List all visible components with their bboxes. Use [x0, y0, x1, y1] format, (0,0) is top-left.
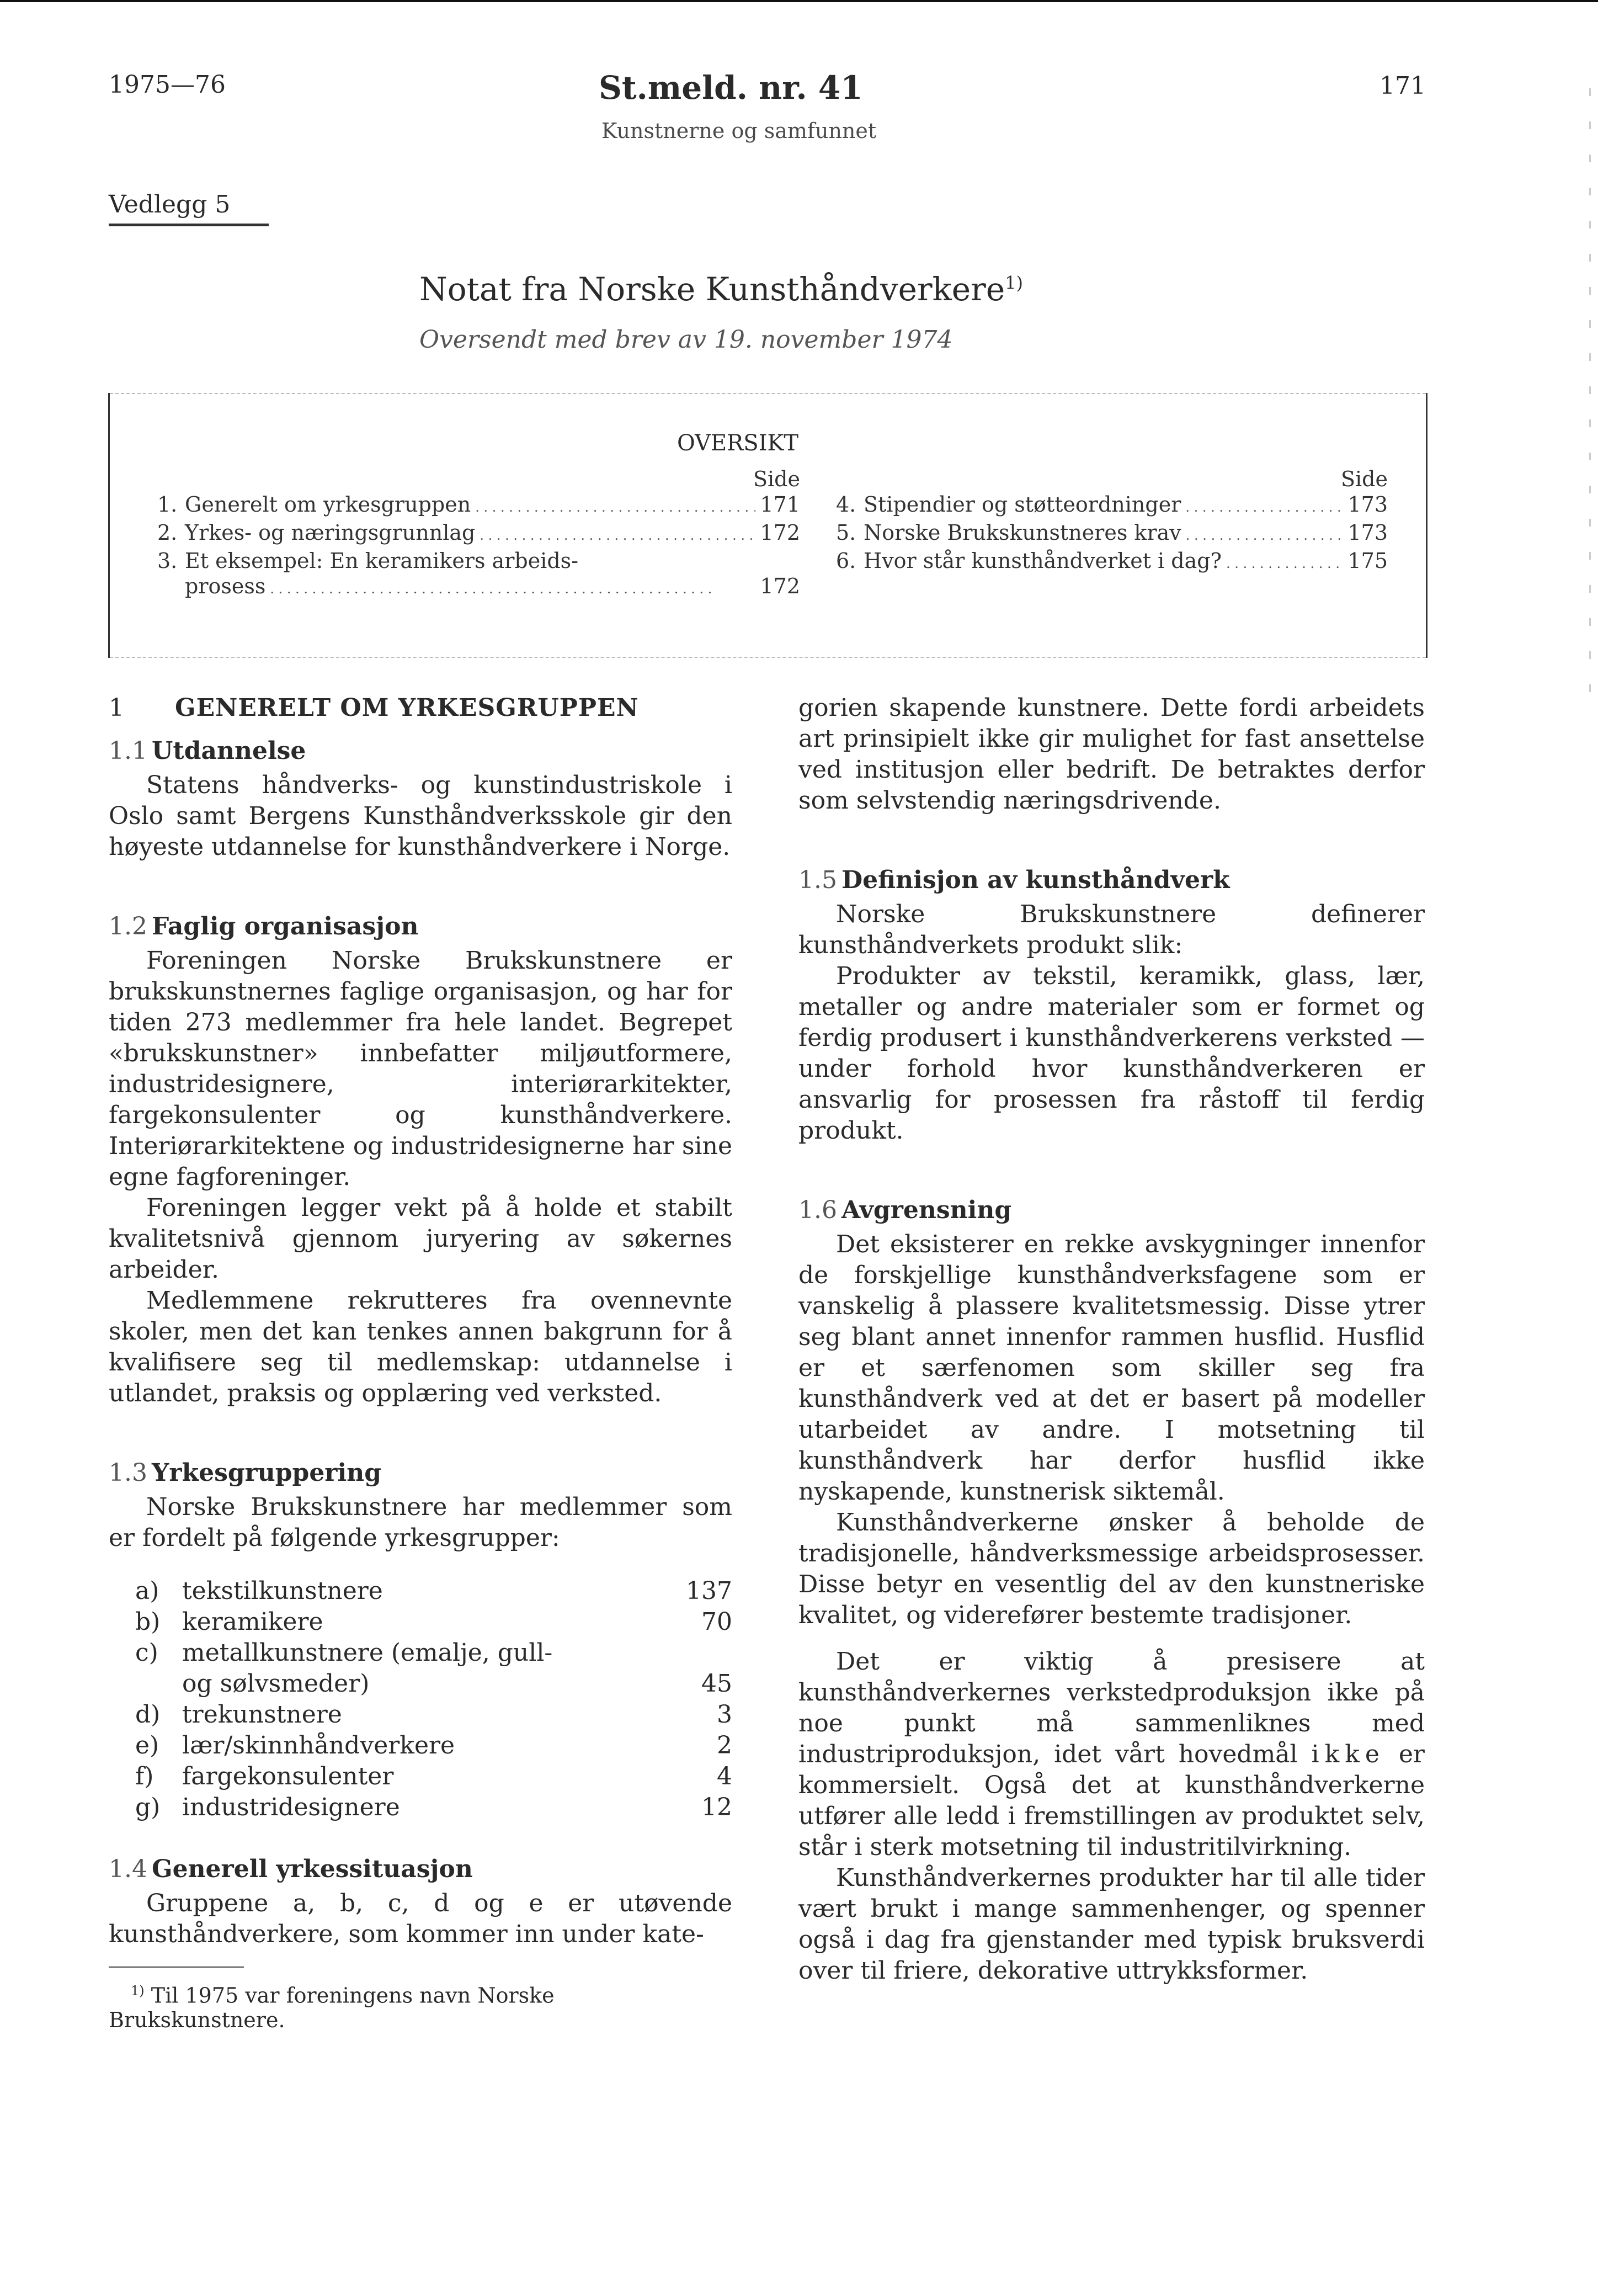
- group-count: 45: [701, 1670, 732, 1698]
- toc-entry-number: 6.: [836, 549, 856, 573]
- document-title: [419, 270, 1023, 308]
- group-count: 2: [717, 1731, 732, 1760]
- paragraph: Norske Brukskunstnere har medlemmer som er fordelt på følgende yrkesgrupper:: [109, 1493, 732, 1552]
- group-count: 12: [701, 1793, 732, 1821]
- toc-entry-page: 172: [760, 574, 800, 598]
- document-sent-note: Oversendt med brev av 19. november 1974: [419, 326, 953, 354]
- toc-leader-dots: [1186, 520, 1344, 548]
- group-count: 70: [701, 1608, 732, 1636]
- subsection-title: Faglig organisasjon: [152, 912, 419, 940]
- subsection-number: 1.4: [109, 1855, 147, 1883]
- toc-entry: [157, 492, 800, 520]
- occupation-group-list: [109, 1576, 732, 1823]
- subsection-title: Utdannelse: [152, 737, 306, 765]
- subsection-title: Yrkesgruppering: [152, 1459, 381, 1487]
- paragraph: Statens håndverks- og kunstindustriskole i Oslo samt Bergens Kunsthåndverksskole gir den høyeste utdannelse for kunsthåndverkere i Norge.: [109, 771, 732, 861]
- paragraph: Norske Brukskunstnere definerer kunsthåndverkets produkt slik:: [798, 900, 1425, 959]
- subsection-number: 1.6: [798, 1196, 837, 1224]
- group-label: trekunstnere: [182, 1700, 342, 1729]
- group-count: [680, 1638, 732, 1668]
- group-letter: a): [135, 1577, 159, 1605]
- group-letter: f): [135, 1762, 154, 1790]
- toc-page-col-label: Side: [753, 467, 800, 491]
- group-label: fargekonsulenter: [182, 1762, 394, 1790]
- group-letter: [135, 1668, 182, 1699]
- paragraph: Foreningen Norske Brukskunstnere er brukskunstnernes faglige organisasjon, og har for tiden 273 medlemmer fra hele landet. Begrepet «brukskunstner» innbefatter miljøutformere, industridesignere, interiørarkitekter, fargekonsulenter og kunsthåndverkere. Interiørarkitektene og industridesignerne har sine egne fagforeninger.: [109, 947, 732, 1191]
- toc-entry-continuation: [157, 573, 800, 602]
- group-label: keramikere: [182, 1608, 323, 1636]
- toc-entry: [157, 520, 800, 548]
- occupation-group-row: [135, 1761, 732, 1792]
- document-title-text: Notat fra Norske Kunsthåndverkere: [419, 270, 1005, 308]
- toc-entry-page: 175: [1347, 549, 1388, 573]
- toc-entry-label: Stipendier og støtteordninger: [864, 492, 1181, 517]
- paragraph-continuation: gorien skapende kunstnere. Dette fordi arbeidets art prinsipielt ikke gir mulighet for fast ansettelse ved institusjon eller bedrift. De betraktes derfor som selvstendig næringsdrivende.: [798, 694, 1425, 815]
- paragraph: Medlemmene rekrutteres fra ovennevnte skoler, men det kan tenkes annen bakgrunn for å kvalifisere seg til medlemskap: utdannelse i utlandet, praksis og opplæring ved verksted.: [109, 1287, 732, 1407]
- right-text-column: [798, 693, 1425, 1986]
- subsection-title: Definisjon av kunsthåndverk: [841, 866, 1230, 894]
- group-label: lær/skinnhåndverkere: [182, 1731, 455, 1760]
- occupation-group-row: [135, 1792, 732, 1823]
- group-label: metallkunstnere (emalje, gull-: [182, 1639, 553, 1667]
- paragraph: Foreningen legger vekt på å holde et stabilt kvalitetsnivå gjennom juryering av søkernes arbeider.: [109, 1194, 732, 1284]
- occupation-group-row: [135, 1730, 732, 1761]
- subsection-number: 1.1: [109, 737, 147, 765]
- header-publication: St.meld. nr. 41: [599, 69, 863, 107]
- toc-entry: [836, 492, 1388, 520]
- emphasized-text: ikke: [1311, 1740, 1385, 1768]
- group-letter: g): [135, 1793, 161, 1821]
- appendix-label: Vedlegg 5: [109, 190, 231, 219]
- scan-top-edge: [0, 0, 1598, 2]
- toc-entry: [157, 548, 800, 573]
- toc-leader-dots: [270, 573, 755, 602]
- appendix-underline: [109, 224, 269, 226]
- toc-leader-dots: [480, 520, 755, 548]
- footnote-mark: 1): [131, 1983, 145, 1999]
- toc-leader-dots: [1185, 492, 1343, 520]
- left-text-column: [109, 693, 732, 2032]
- toc-entry: [836, 548, 1388, 576]
- paragraph: Produkter av tekstil, keramikk, glass, lær, metaller og andre materialer som er formet og ferdig produsert i kunsthåndverkerens verksted — under forhold hvor kunsthåndverkeren er ansvarlig for prosessen fra råstoff til ferdig produkt.: [798, 962, 1425, 1145]
- toc-entry-number: 1.: [157, 492, 178, 517]
- group-letter: b): [135, 1608, 161, 1636]
- title-footnote-mark: 1): [1005, 272, 1024, 294]
- group-letter: c): [135, 1639, 158, 1667]
- toc-entry: [836, 520, 1388, 548]
- footnote-separator: [109, 1967, 244, 1968]
- paragraph-text: Det er viktig å presisere at kunsthåndverkernes verkstedproduksjon ikke på noe punkt må sammenliknes med industriproduksjon, idet vårt hovedmål: [798, 1647, 1425, 1768]
- subsection-heading: [798, 865, 1425, 896]
- toc-entry-label: prosess: [185, 574, 266, 598]
- section-number: 1: [109, 694, 125, 722]
- subsection-heading: [798, 1195, 1425, 1226]
- group-count: 3: [717, 1700, 732, 1729]
- group-count: 137: [686, 1577, 732, 1605]
- toc-entry-page: 171: [760, 492, 800, 517]
- subsection-title: Generell yrkessituasjon: [152, 1855, 473, 1883]
- footnote-body: [109, 1979, 732, 2032]
- subsection-heading: [109, 736, 732, 767]
- section-heading: [109, 693, 732, 724]
- paragraph: Det eksisterer en rekke avskygninger innenfor de forskjellige kunsthåndverksfagene som er vanskelig å plassere kvalitetsmessig. Disse ytrer seg blant annet innenfor rammen husflid. Husflid er et særfenomen som skiller seg fra kunsthåndverk ved at det er basert på modeller utarbeidet av andre. I motsetning til kunsthåndverk har derfor husflid ikke nyskapende, kunstnerisk siktemål.: [798, 1230, 1425, 1506]
- toc-entry-number: 2.: [157, 520, 178, 545]
- toc-entry-page: 172: [760, 520, 800, 545]
- section-title: GENERELT OM YRKESGRUPPEN: [175, 694, 639, 722]
- toc-left-column: [157, 466, 800, 602]
- toc-heading: OVERSIKT: [677, 431, 799, 456]
- footnote-text: Til 1975 var foreningens navn Norske Brukskunstnere.: [109, 1983, 555, 2032]
- subsection-number: 1.2: [109, 912, 147, 940]
- subsection-heading: [109, 1458, 732, 1489]
- paragraph: Gruppene a, b, c, d og e er utøvende kunsthåndverkere, som kommer inn under kate-: [109, 1889, 732, 1948]
- toc-right-column: [836, 466, 1388, 576]
- scan-margin-marks: [1589, 88, 1591, 695]
- occupation-group-row: [135, 1699, 732, 1730]
- toc-entry-page: 173: [1347, 492, 1388, 517]
- group-label: industridesignere: [182, 1793, 400, 1821]
- group-count: 4: [717, 1762, 732, 1790]
- toc-entry-label: Hvor står kunsthåndverket i dag?: [864, 549, 1222, 573]
- toc-entry-label: Yrkes- og næringsgrunnlag: [185, 520, 476, 545]
- paragraph-text: er kommersielt. Også det at kunsthåndverkerne utfører alle ledd i fremstillingen av produktet selv, står i sterk motsetning til industritilvirkning.: [798, 1740, 1425, 1861]
- occupation-group-row: [135, 1607, 732, 1638]
- group-letter: e): [135, 1731, 159, 1760]
- toc-leader-dots: [1226, 548, 1344, 576]
- toc-entry-label: Et eksempel: En keramikers arbeids-: [185, 549, 579, 573]
- paragraph: Kunsthåndverkernes produkter har til alle tider vært brukt i mange sammenhenger, og spenner også i dag fra gjenstander med typisk bruksverdi over til friere, dekorative uttrykksformer.: [798, 1864, 1425, 1985]
- footnote: [109, 1979, 732, 2032]
- toc-entry-label: Norske Brukskunstneres krav: [864, 520, 1181, 545]
- toc-entry-page: 173: [1347, 520, 1388, 545]
- subsection-number: 1.5: [798, 866, 837, 894]
- subsection-number: 1.3: [109, 1459, 147, 1487]
- header-session: 1975—76: [109, 71, 226, 99]
- group-label: og sølvsmeder): [182, 1670, 370, 1698]
- group-label: tekstilkunstnere: [182, 1577, 383, 1605]
- paragraph: [798, 1646, 1425, 1863]
- subsection-heading: [109, 911, 732, 942]
- page-number: 171: [1379, 72, 1426, 100]
- toc-entry-number: 5.: [836, 520, 856, 545]
- toc-entry-number: 4.: [836, 492, 856, 517]
- subsection-title: Avgrensning: [841, 1196, 1012, 1224]
- toc-entry-number: 3.: [157, 549, 178, 573]
- toc-page-col-label: Side: [1341, 467, 1388, 491]
- occupation-group-row: [135, 1638, 732, 1668]
- occupation-group-row: [135, 1576, 732, 1607]
- header-subtitle: Kunstnerne og samfunnet: [601, 119, 877, 143]
- subsection-heading: [109, 1854, 732, 1885]
- paragraph: Kunsthåndverkerne ønsker å beholde de tradisjonelle, håndverksmessige arbeidsprosesser. Disse betyr en vesentlig del av den kunstneriske kvalitet, og viderefører bestemte tradisjoner.: [798, 1508, 1425, 1629]
- occupation-group-row: [135, 1668, 732, 1699]
- group-letter: d): [135, 1700, 161, 1729]
- toc-entry-label: Generelt om yrkesgruppen: [185, 492, 471, 517]
- toc-leader-dots: [475, 492, 755, 520]
